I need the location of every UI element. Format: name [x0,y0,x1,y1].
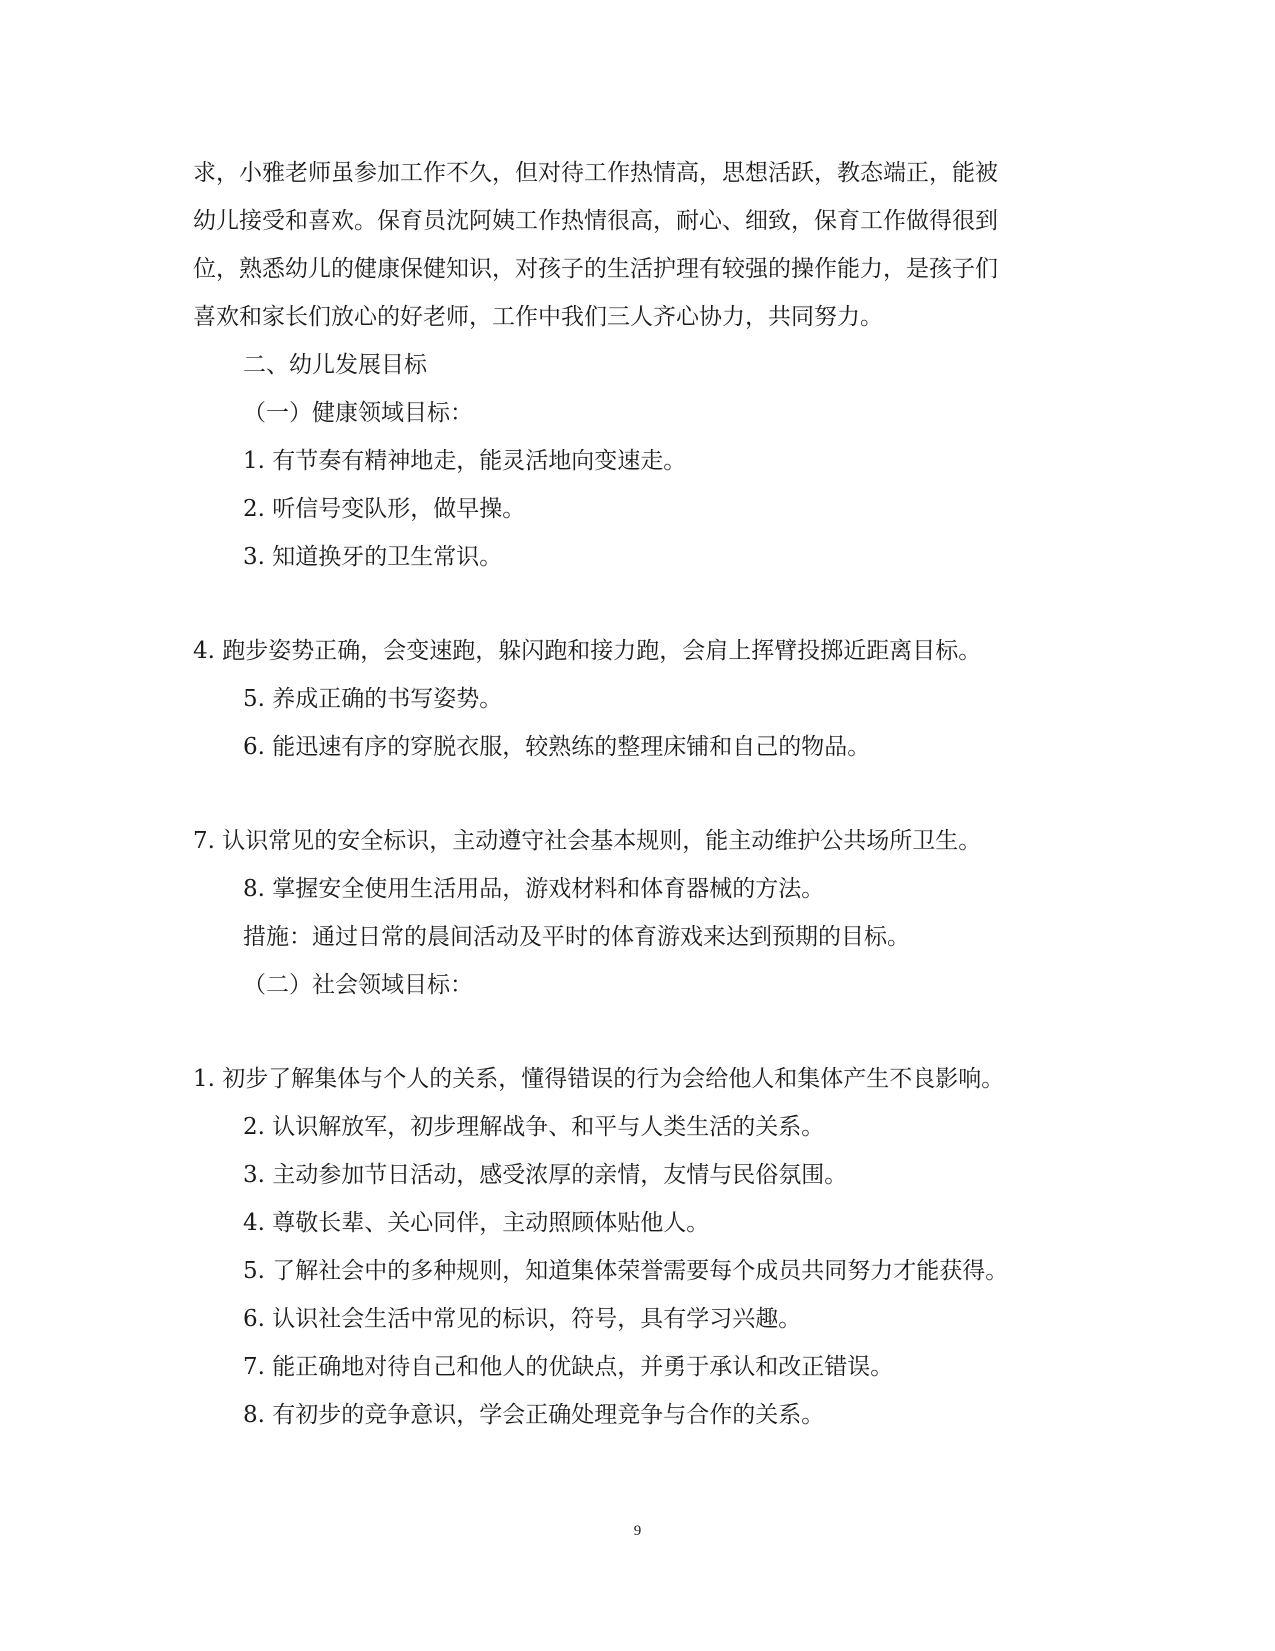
list-item: 5. 养成正确的书写姿势。 [243,686,503,712]
paragraph-line: 位，熟悉幼儿的健康保健知识，对孩子的生活护理有较强的操作能力，是孩子们 [193,256,998,282]
list-item: 2. 认识解放军，初步理解战争、和平与人类生活的关系。 [243,1114,825,1140]
list-item: 5. 了解社会中的多种规则，知道集体荣誉需要每个成员共同努力才能获得。 [243,1258,1009,1284]
paragraph-line: 求，小雅老师虽参加工作不久，但对待工作热情高，思想活跃，教态端正，能被 [193,160,998,186]
list-item: 6. 能迅速有序的穿脱衣服，较熟练的整理床铺和自己的物品。 [243,734,871,760]
list-item: 8. 掌握安全使用生活用品，游戏材料和体育器械的方法。 [243,876,825,902]
subsection-heading: （一）健康领域目标： [243,400,473,426]
list-item: 3. 知道换牙的卫生常识。 [243,544,503,570]
list-item: 1. 有节奏有精神地走，能灵活地向变速走。 [243,448,687,474]
page-number: 9 [633,1523,642,1539]
list-item: 3. 主动参加节日活动，感受浓厚的亲情，友情与民俗氛围。 [243,1162,848,1188]
section-heading: 二、幼儿发展目标 [243,352,427,378]
measures-line: 措施：通过日常的晨间活动及平时的体育游戏来达到预期的目标。 [243,924,910,950]
paragraph-line: 喜欢和家长们放心的好老师，工作中我们三人齐心协力，共同努力。 [193,304,883,330]
list-item: 6. 认识社会生活中常见的标识，符号，具有学习兴趣。 [243,1306,802,1332]
list-item: 4. 尊敬长辈、关心同伴，主动照顾体贴他人。 [243,1210,710,1236]
paragraph-line: 幼儿接受和喜欢。保育员沈阿姨工作热情很高，耐心、细致，保育工作做得很到 [193,208,998,234]
list-item: 7. 认识常见的安全标识，主动遵守社会基本规则，能主动维护公共场所卫生。 [193,828,982,854]
list-item: 4. 跑步姿势正确，会变速跑，躲闪跑和接力跑，会肩上挥臂投掷近距离目标。 [193,638,982,664]
subsection-heading: （二）社会领域目标： [243,972,473,998]
list-item: 7. 能正确地对待自己和他人的优缺点，并勇于承认和改正错误。 [243,1354,894,1380]
list-item: 1. 初步了解集体与个人的关系，懂得错误的行为会给他人和集体产生不良影响。 [193,1066,1005,1092]
list-item: 2. 听信号变队形，做早操。 [243,496,526,522]
list-item: 8. 有初步的竞争意识，学会正确处理竞争与合作的关系。 [243,1402,825,1428]
